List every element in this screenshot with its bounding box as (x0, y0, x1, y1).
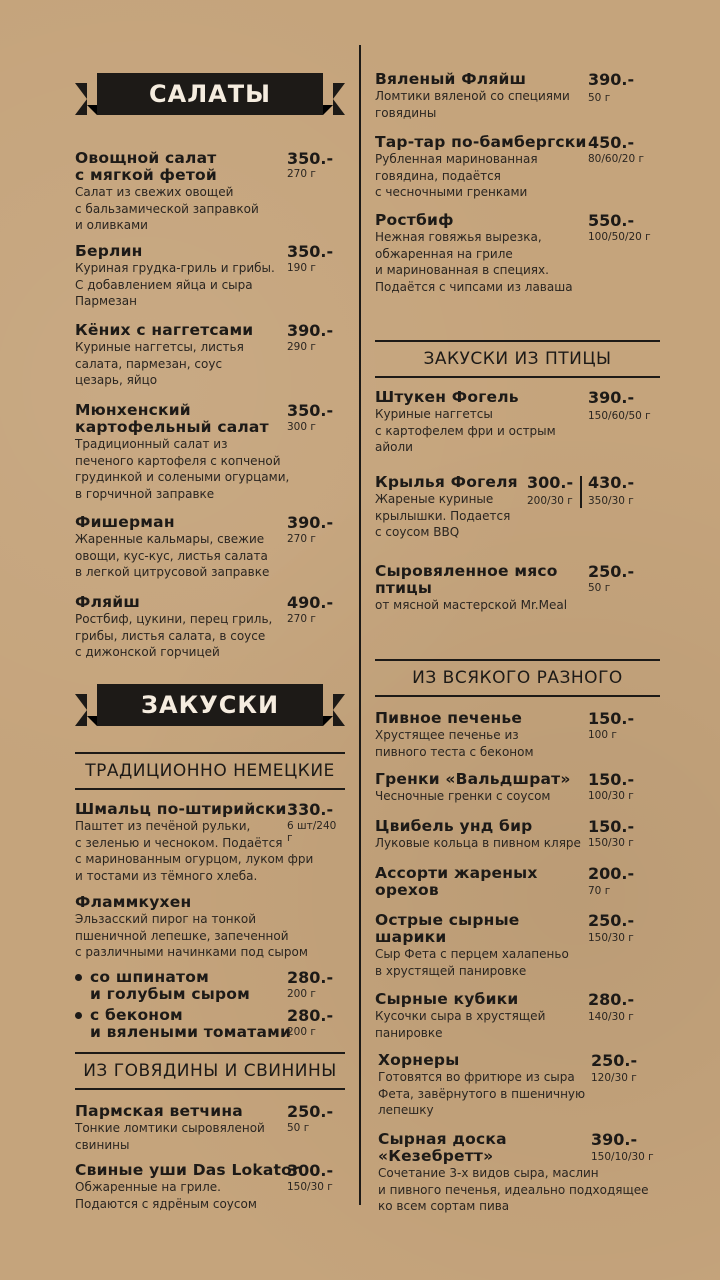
item-weight: 150/30 г (588, 837, 634, 849)
item-weight: 100/30 г (588, 790, 634, 802)
item-desc: С добавлением яйца и сыра (75, 277, 253, 292)
item-desc: лепешку (378, 1103, 434, 1117)
item-desc: говядина, подаётся (375, 168, 501, 183)
item-desc: говядины (375, 105, 437, 120)
option-name: с беконом (90, 1006, 183, 1024)
option-item (75, 969, 345, 1003)
menu-item (375, 134, 660, 201)
bullet-icon (75, 1012, 82, 1019)
item-weight: 6 шт/240 г (287, 820, 337, 844)
item-price: 350.- (287, 149, 334, 168)
item-price: 390.- (287, 321, 334, 340)
menu-item (375, 912, 660, 979)
item-price: 490.- (287, 593, 334, 612)
option-name: и голубым сыром (90, 985, 250, 1003)
item-desc: крылышки. Подается (375, 508, 511, 523)
item-name: Кёних с наггетсами (75, 321, 254, 339)
item-desc: и тостами из тёмного хлеба. (75, 868, 258, 883)
item-desc: ко всем сортам пива (378, 1199, 510, 1213)
item-price: 300.- (527, 473, 574, 492)
item-price: 390.- (591, 1130, 638, 1149)
item-price: 350.- (287, 401, 334, 420)
item-name: Сырные кубики (375, 990, 519, 1008)
item-weight: 120/30 г (591, 1072, 637, 1084)
traditional-subheading: ТРАДИЦИОННО НЕМЕЦКИЕ (75, 752, 345, 790)
item-name: Сырная доска (378, 1130, 507, 1148)
item-name: картофельный салат (75, 418, 269, 436)
item-name: шарики (375, 928, 447, 946)
item-name: Мюнхенский (75, 401, 191, 419)
item-desc: Хрустящее печенье из (375, 728, 519, 742)
item-desc: Ломтики вяленой со специями (375, 89, 570, 103)
option-weight: 200 г (287, 1026, 316, 1038)
item-weight: 100/50/20 г (588, 231, 651, 243)
item-desc: с чесночными гренками (375, 185, 528, 199)
item-desc: овощи, кус-кус, листья салата (75, 548, 268, 563)
menu-item (375, 865, 660, 899)
item-weight: 150/10/30 г (591, 1151, 654, 1163)
option-item (75, 1007, 345, 1041)
beef-pork-subheading: ИЗ ГОВЯДИНЫ И СВИНИНЫ (75, 1052, 345, 1090)
item-desc: грудинкой и солеными огурцами, (75, 470, 290, 484)
item-weight: 80/60/20 г (588, 153, 645, 165)
item-name: Фишерман (75, 513, 175, 531)
item-price: 450.- (588, 133, 635, 152)
menu-item (75, 894, 345, 961)
item-name: Гренки «Вальдшрат» (375, 770, 571, 788)
item-desc: Ростбиф, цукини, перец гриль, (75, 612, 273, 626)
item-name: Хорнеры (378, 1051, 460, 1069)
item-price: 300.- (287, 1161, 334, 1180)
item-weight: 270 г (287, 168, 316, 180)
item-weight: 100 г (588, 729, 617, 741)
item-price: 330.- (287, 800, 334, 819)
option-price: 280.- (287, 968, 334, 987)
item-desc: Жареные куриные (375, 492, 494, 506)
item-name: Фламмкухен (75, 893, 192, 911)
item-weight: 140/30 г (588, 1011, 634, 1023)
column-divider (359, 45, 361, 1205)
item-name: птицы (375, 579, 433, 597)
menu-item (75, 1162, 345, 1212)
item-desc: обжаренная на гриле (375, 246, 513, 261)
item-price: 390.- (287, 513, 334, 532)
menu-item (375, 389, 660, 456)
item-desc: Рубленная маринованная (375, 152, 538, 166)
menu-item (378, 1131, 660, 1215)
menu-item (375, 474, 660, 541)
item-desc: Куриные наггетсы, листья (75, 340, 244, 354)
item-desc: с дижонской горчицей (75, 645, 220, 659)
menu-item (75, 402, 345, 502)
item-weight: 200/30 г (527, 495, 573, 507)
item-weight: 190 г (287, 262, 316, 274)
item-desc: Нежная говяжья вырезка, (375, 230, 542, 244)
item-desc: Салат из свежих овощей (75, 185, 234, 199)
item-name: Пармская ветчина (75, 1102, 243, 1120)
item-weight: 290 г (287, 341, 316, 353)
bullet-icon (75, 974, 82, 981)
item-price: 390.- (588, 388, 635, 407)
item-price: 250.- (287, 1102, 334, 1121)
menu-item (75, 801, 345, 884)
menu-item (75, 150, 345, 234)
item-name: Крылья Фогеля (375, 473, 518, 491)
item-price: 390.- (588, 70, 635, 89)
misc-subheading: ИЗ ВСЯКОГО РАЗНОГО (375, 659, 660, 697)
item-desc: свинины (75, 1137, 130, 1152)
item-name: Штукен Фогель (375, 388, 519, 406)
item-desc: Луковые кольца в пивном кляре (375, 836, 581, 850)
option-weight: 200 г (287, 988, 316, 1000)
menu-item (375, 991, 660, 1041)
item-name: Вяленый Фляйш (375, 70, 527, 88)
item-name: Острые сырные (375, 911, 520, 929)
item-price: 250.- (591, 1051, 638, 1070)
item-name: Берлин (75, 242, 143, 260)
item-name: Шмальц по-штирийски (75, 800, 287, 818)
item-weight: 150/30 г (287, 1181, 333, 1193)
item-desc: с картофелем фри и острым (375, 423, 556, 438)
item-name: с мягкой фетой (75, 166, 217, 184)
item-desc: грибы, листья салата, в соусе (75, 628, 266, 643)
item-weight: 70 г (588, 885, 611, 897)
item-desc: пшеничной лепешке, запеченной (75, 928, 289, 943)
item-desc: Готовятся во фритюре из сыра (378, 1070, 575, 1084)
item-desc: Тонкие ломтики сыровяленой (75, 1121, 265, 1135)
item-price: 200.- (588, 864, 635, 883)
item-desc: Подаётся с чипсами из лаваша (375, 279, 573, 294)
item-weight: 50 г (287, 1122, 310, 1134)
menu-item (75, 594, 345, 661)
item-name: Пивное печенье (375, 709, 523, 727)
menu-item (375, 212, 660, 295)
item-price: 550.- (588, 211, 635, 230)
item-price: 250.- (588, 911, 635, 930)
item-desc: Куриная грудка-гриль и грибы. (75, 261, 275, 275)
item-desc: Жаренные кальмары, свежие (75, 532, 265, 546)
item-price: 250.- (588, 562, 635, 581)
menu-item (75, 1103, 345, 1153)
item-desc: Подаются с ядрёным соусом (75, 1196, 257, 1211)
item-desc: Традиционный салат из (75, 437, 228, 451)
item-desc: печеного картофеля с копченой (75, 453, 281, 468)
item-desc: и маринованная в специях. (375, 263, 549, 277)
item-desc: в легкой цитрусовой заправке (75, 565, 270, 579)
item-name: орехов (375, 881, 439, 899)
snacks-banner (75, 684, 345, 726)
item-name: Свиные уши Das Lokator (75, 1161, 300, 1179)
item-weight: 300 г (287, 421, 316, 433)
item-price: 150.- (588, 770, 635, 789)
menu-item (375, 710, 660, 760)
item-desc: пивного теста с беконом (375, 744, 534, 759)
item-price: 280.- (588, 990, 635, 1009)
price-separator (580, 476, 582, 508)
item-price: 430.- (588, 473, 635, 492)
item-name: Ассорти жареных (375, 864, 538, 882)
menu-item (75, 243, 345, 310)
menu-item (378, 1052, 660, 1119)
item-desc: Куриные наггетсы (375, 407, 493, 421)
item-desc: в горчичной заправке (75, 486, 215, 501)
item-desc: Пармезан (75, 294, 138, 308)
item-desc: с различными начинками под сыром (75, 945, 308, 959)
salads-title: САЛАТЫ (97, 73, 323, 115)
item-desc: Чесночные гренки с соусом (375, 789, 551, 803)
item-desc: Сочетание 3-х видов сыра, маслин (378, 1166, 599, 1180)
item-desc: с зеленью и чесноком. Подаётся (75, 835, 283, 850)
item-name: «Кезебретт» (378, 1147, 494, 1165)
item-desc: салата, пармезан, соус (75, 356, 223, 371)
item-price: 350.- (287, 242, 334, 261)
item-weight: 270 г (287, 613, 316, 625)
item-weight: 270 г (287, 533, 316, 545)
item-desc: с соусом BBQ (375, 525, 460, 539)
menu-item (375, 563, 660, 614)
menu-item (75, 322, 345, 389)
item-name: Овощной салат (75, 149, 217, 167)
menu-item (75, 514, 345, 581)
poultry-subheading: ЗАКУСКИ ИЗ ПТИЦЫ (375, 340, 660, 378)
item-name: Цвибель унд бир (375, 817, 533, 835)
option-name: и вялеными томатами (90, 1023, 292, 1041)
item-name: Тар-тар по-бамбергски (375, 133, 587, 151)
item-name: Фляйш (75, 593, 140, 611)
item-weight: 150/60/50 г (588, 410, 651, 422)
item-desc: и пивного печенья, идеально подходящее (378, 1182, 649, 1197)
item-price: 150.- (588, 817, 635, 836)
option-name: со шпинатом (90, 968, 209, 986)
menu-item (375, 818, 660, 852)
item-name: Сыровяленное мясо (375, 562, 558, 580)
item-desc: в хрустящей панировке (375, 963, 527, 978)
menu-item (375, 771, 660, 805)
item-desc: с бальзамической заправкой (75, 201, 259, 216)
item-desc: Кусочки сыра в хрустящей (375, 1009, 546, 1023)
item-name: Ростбиф (375, 211, 454, 229)
menu-item (375, 71, 660, 121)
item-desc: Паштет из печёной рульки, (75, 819, 251, 833)
item-desc: цезарь, яйцо (75, 373, 158, 387)
item-price: 150.- (588, 709, 635, 728)
option-price: 280.- (287, 1006, 334, 1025)
item-desc: Обжаренные на гриле. (75, 1180, 221, 1194)
salads-banner (75, 73, 345, 115)
snacks-title: ЗАКУСКИ (97, 684, 323, 726)
item-weight: 150/30 г (588, 932, 634, 944)
item-weight: 50 г (588, 92, 611, 104)
item-weight: 50 г (588, 582, 611, 594)
item-desc: панировке (375, 1025, 443, 1040)
item-desc: и оливками (75, 218, 148, 232)
item-desc: Сыр Фета с перцем халапеньо (375, 947, 569, 961)
item-desc: от мясной мастерской Mr.Meal (375, 598, 568, 612)
item-desc: с маринованным огурцом, луком фри (75, 852, 314, 866)
item-desc: Фета, завёрнутого в пшеничную (378, 1086, 586, 1101)
item-desc: Эльзасский пирог на тонкой (75, 912, 257, 926)
item-weight: 350/30 г (588, 495, 634, 507)
item-desc: айоли (375, 440, 413, 454)
